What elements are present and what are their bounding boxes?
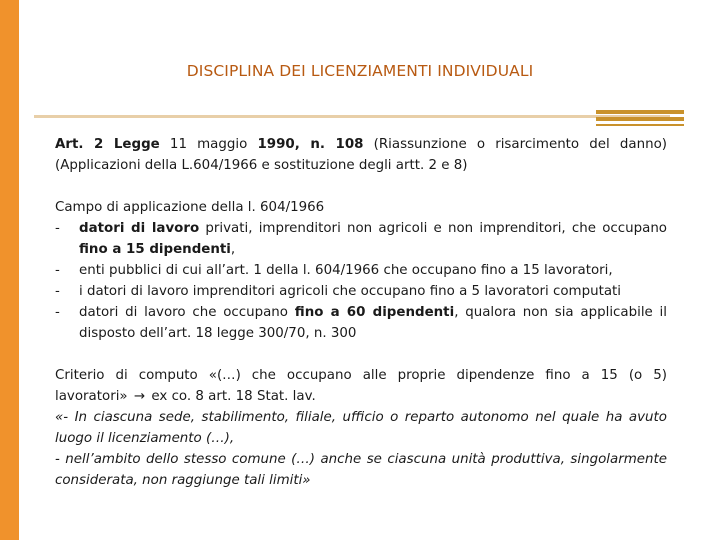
law-article: Art. 2 Legge: [55, 137, 160, 152]
law-number: 1990, n. 108: [257, 137, 364, 152]
list-dash: -: [55, 284, 60, 299]
separator-accent-stripe: [596, 110, 684, 114]
item-text: enti pubblici di cui all’art. 1 della l. 604/1966 che occupano fino a 15 lavoratori,: [79, 263, 613, 278]
item-text: i datori di lavoro imprenditori agricoli che occupano fino a 5 lavoratori computati: [79, 284, 622, 299]
item-text: datori di lavoro che occupano: [79, 305, 295, 320]
scope-heading: Campo di applicazione della l. 604/1966: [55, 200, 325, 215]
law-application-note: (Applicazioni della L.604/1966 e sostituzione degli artt. 2 e 8): [55, 158, 468, 173]
criterion-reference: [55, 386, 667, 407]
criterion-source: ex co. 8 art. 18 Stat. lav.: [147, 389, 316, 404]
slide-body: [55, 134, 667, 491]
list-item: [55, 218, 667, 260]
item-text: ,: [230, 242, 236, 257]
list-item: [55, 281, 667, 302]
list-item: [55, 260, 667, 281]
item-emphasis: fino a 60 dipendenti: [294, 305, 455, 320]
list-dash: -: [55, 263, 60, 278]
page-title: DISCIPLINA DEI LICENZIAMENTI INDIVIDUALI: [186, 62, 534, 80]
law-subject: (Riassunzione o risarcimento del danno): [363, 137, 667, 152]
item-emphasis: datori di lavoro: [79, 221, 200, 236]
list-dash: -: [55, 305, 60, 320]
list-dash: -: [55, 221, 60, 236]
criterion-text: lavoratori»: [55, 389, 128, 404]
law-date: 11 maggio: [159, 137, 258, 152]
quote-paragraph: - nell’ambito dello stesso comune (…) anche se ciascuna unità produttiva, singolarmente considerata, non raggiunge tali limiti»: [55, 452, 667, 488]
item-text: , qualora non sia applicabile il disposto dell’art. 18 legge 300/70, n. 300: [79, 305, 667, 341]
quote-paragraph: «- In ciascuna sede, stabilimento, filiale, ufficio o reparto autonomo nel quale ha avuto luogo il licenziamento (…),: [55, 410, 667, 446]
arrow-right-icon: →: [133, 389, 146, 404]
item-text: privati, imprenditori non agricoli e non imprenditori, che occupano: [199, 221, 667, 236]
criterion-line: Criterio di computo «(…) che occupano alle proprie dipendenze fino a 15 (o 5): [55, 368, 667, 383]
law-reference-line: [55, 134, 667, 155]
separator-accent-stripe: [596, 117, 684, 121]
left-accent-bar: [0, 0, 19, 540]
list-item: [55, 302, 667, 344]
title-separator-line: [34, 115, 670, 118]
item-emphasis: fino a 15 dipendenti: [79, 242, 231, 257]
separator-accent-stripe: [596, 124, 684, 126]
